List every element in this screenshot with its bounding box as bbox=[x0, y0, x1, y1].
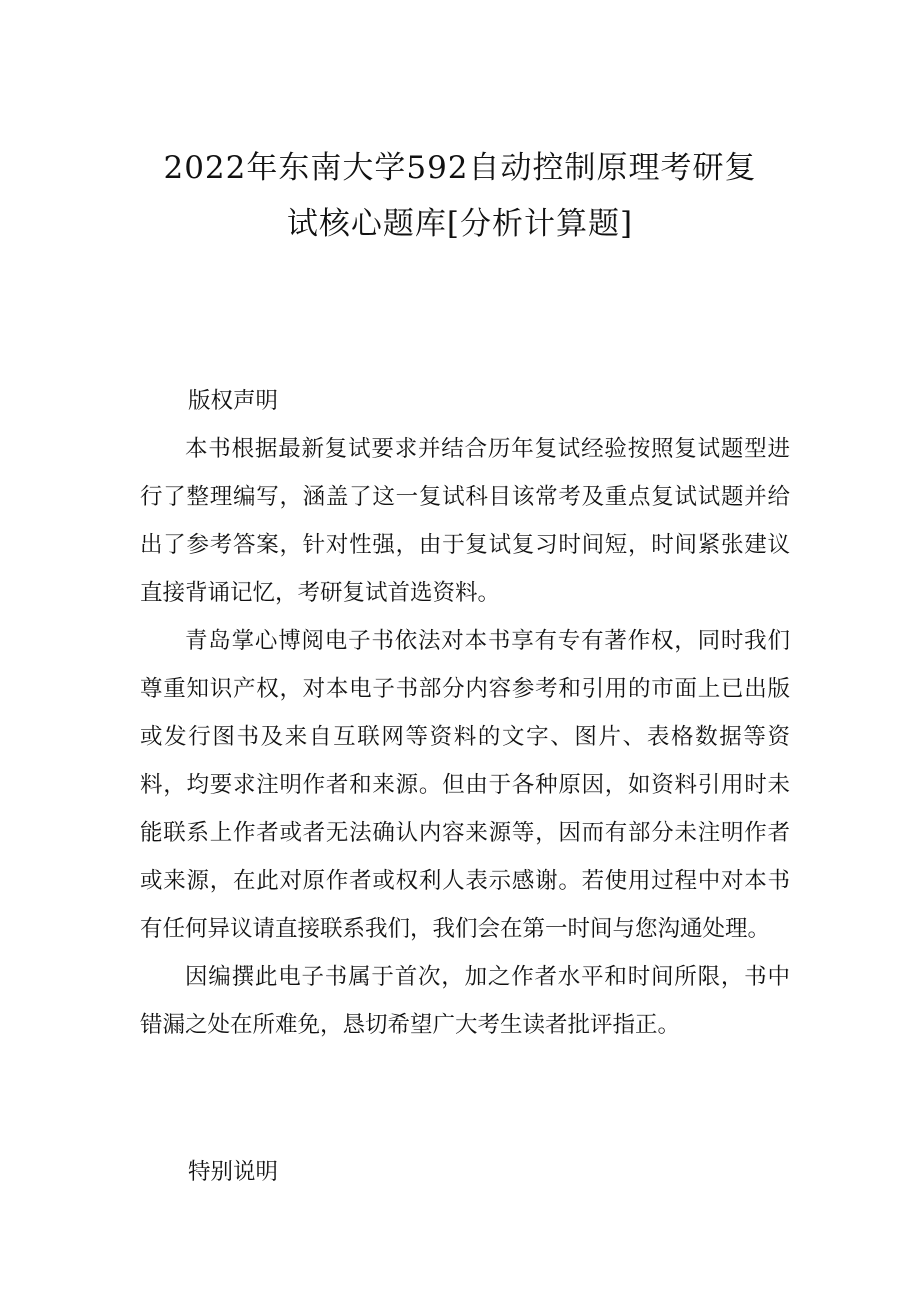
document-title bbox=[120, 140, 800, 252]
title-line-2: 试核心题库[分析计算题] bbox=[286, 206, 634, 242]
special-heading: 特别说明 bbox=[188, 1159, 279, 1185]
paragraph-3: 因编撰此电子书属于首次，加之作者水平和时间所限，书中错漏之处在所难免，恳切希望广大考生读者批评指正。 bbox=[140, 964, 790, 1038]
copyright-body bbox=[140, 425, 790, 1049]
title-line-1: 2022年东南大学592自动控制原理考研复 bbox=[163, 150, 757, 186]
paragraph-1: 本书根据最新复试要求并结合历年复试经验按照复试题型进行了整理编写，涵盖了这一复试科目该常考及重点复试试题并给出了参考答案，针对性强，由于复试复习时间短，时间紧张建议直接背诵记忆，考研复试首选资料。 bbox=[140, 436, 790, 606]
paragraph-2: 青岛掌心博阅电子书依法对本书享有专有著作权，同时我们尊重知识产权，对本电子书部分内容参考和引用的市面上已出版或发行图书及来自互联网等资料的文字、图片、表格数据等资料，均要求注明作者和来源。但由于各种原因，如资料引用时未能联系上作者或者无法确认内容来源等，因而有部分未注明作者或来源，在此对原作者或权利人表示感谢。若使用过程中对本书有任何异议请直接联系我们，我们会在第一时间与您沟通处理。 bbox=[140, 628, 790, 942]
copyright-heading: 版权声明 bbox=[188, 388, 279, 414]
